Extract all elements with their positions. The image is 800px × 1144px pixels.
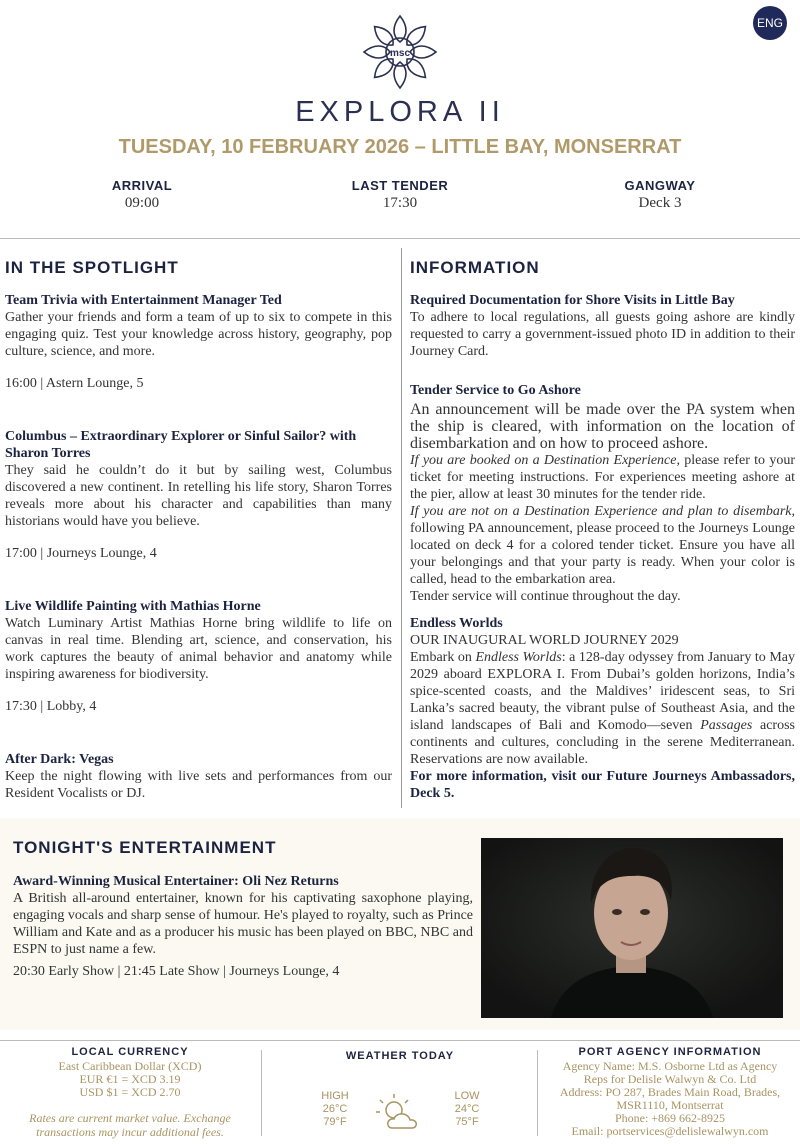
weather-high [310, 1090, 360, 1129]
weather-section [270, 1046, 530, 1144]
high-celsius: 26°C [322, 1103, 348, 1115]
agency-email: Email: portservices@delislewalwyn.com [571, 1124, 769, 1138]
weather-low [442, 1090, 492, 1129]
weather-title: WEATHER TODAY [345, 1050, 455, 1062]
language-badge[interactable]: ENG [753, 6, 787, 40]
last-tender-info [300, 178, 500, 212]
currency-line: East Caribbean Dollar (XCD) [58, 1059, 202, 1073]
tender-booked-italic: If you are booked on a Destination Experience, [410, 453, 680, 468]
agency-line: Agency Name: M.S. Osborne Ltd as Agency [562, 1059, 778, 1073]
agency-title: PORT AGENCY INFORMATION [578, 1046, 762, 1058]
endless-subtitle: OUR INAUGURAL WORLD JOURNEY 2029 [410, 633, 679, 648]
tonight-times: 20:30 Early Show | 21:45 Late Show | Journeys Lounge, 4 [13, 964, 340, 979]
footer-column-divider [537, 1050, 538, 1136]
tender-not-booked-rest: following PA announcement, please proceed to the Journeys Lounge located on deck 4 for a colored tender ticket. Ensure you have all your belongings and that your party is ready. When your color is called, head to the embarkation area. [410, 521, 795, 587]
event-time: 17:30 | Lobby, 4 [5, 699, 97, 714]
endless-title: Endless Worlds [410, 616, 503, 631]
event-description: Watch Luminary Artist Mathias Horne bring wildlife to life on canvas in real time. Blending art, science, and conservation, his work captures the beauty of animal behavior and anatomy while inspiring awareness for biodiversity. [5, 616, 392, 682]
low-label: LOW [454, 1090, 480, 1102]
event-title: Team Trivia with Entertainment Manager Ted [5, 293, 282, 308]
spotlight-event [5, 598, 392, 715]
event-time: 17:00 | Journeys Lounge, 4 [5, 546, 157, 561]
tonight-title: TONIGHT'S ENTERTAINMENT [13, 838, 277, 857]
date-location-heading: TUESDAY, 10 FEBRUARY 2026 – LITTLE BAY, MONSERRAT [118, 136, 682, 158]
header-divider [0, 238, 800, 239]
high-label: HIGH [321, 1090, 349, 1102]
spotlight-event [5, 428, 392, 562]
column-divider [401, 248, 402, 808]
spotlight-title: IN THE SPOTLIGHT [5, 258, 179, 277]
endless-text-1: Embark on [410, 650, 476, 665]
spotlight-event [5, 292, 392, 392]
tender-announcement: An announcement will be made over the PA system when the ship is cleared, with information on the location of disembarkation and on how to proceed ashore. [410, 401, 795, 452]
agency-line: Reps for Delisle Walwyn & Co. Ltd [583, 1072, 757, 1086]
endless-text-2: : a 128-day odyssey from January to May 2029 aboard EXPLORA I. From Dubai’s golden horizons, India’s spice-scented coasts, and the Maldives’ iridescent seas, to Sri Lanka’s sacred beauty, the vibrant pulse of Southeast Asia, and the island landscapes of Bali and Komodo—seven [410, 650, 795, 733]
event-title: Live Wildlife Painting with Mathias Horne [5, 599, 261, 614]
event-description: Keep the night flowing with live sets and performances from our Resident Vocalists or DJ. [5, 769, 392, 801]
information-section [410, 258, 795, 802]
currency-title: LOCAL CURRENCY [71, 1046, 189, 1058]
tender-not-booked-text [410, 503, 795, 588]
currency-section [10, 1046, 250, 1139]
msc-logo [360, 12, 440, 92]
performer-portrait-image [481, 838, 783, 1018]
tonight-event-title: Award-Winning Musical Entertainer: Oli Nez Returns [13, 874, 339, 889]
event-title: Columbus – Extraordinary Explorer or Sinful Sailor? with Sharon Torres [5, 429, 357, 461]
tender-booked-text [410, 452, 795, 503]
docs-title: Required Documentation for Shore Visits in Little Bay [410, 293, 735, 308]
last-tender-label: LAST TENDER [351, 178, 449, 193]
information-title: INFORMATION [410, 258, 540, 277]
tender-booked-rest: please refer to your ticket for meeting instructions. For experiences meeting ashore at the pier, allow at least 30 minutes for the tender ride. [410, 453, 795, 502]
low-celsius: 24°C [454, 1103, 480, 1115]
performer-photo [481, 838, 783, 1018]
gangway-value: Deck 3 [638, 195, 682, 211]
tonight-description: A British all-around entertainer, known for his captivating saxophone playing, engaging vocals and sharp sense of humour. He's played to royalty, such as Prince William and Kate and as a producer his music has been played on BBC, NBC and ESPN to just name a few. [13, 891, 473, 957]
footer-divider [0, 1040, 800, 1041]
arrival-label: ARRIVAL [111, 178, 173, 193]
agency-phone: Phone: +869 662-8925 [614, 1111, 726, 1125]
gangway-label: GANGWAY [624, 178, 696, 193]
event-description: Gather your friends and form a team of up to six to compete in this engaging quiz. Test your knowledge across history, geography, pop culture, science, and more. [5, 310, 392, 359]
tender-closing: Tender service will continue throughout the day. [410, 589, 681, 604]
footer-column-divider [261, 1050, 262, 1136]
event-title: After Dark: Vegas [5, 752, 114, 767]
partly-cloudy-icon [370, 1090, 430, 1140]
agency-line: MSR1110, Montserrat [616, 1098, 724, 1112]
logo-text: msc [389, 48, 411, 59]
endless-text-3: across continents and cultures, concluding in the serene Mediterranean. Reservations are now available. [410, 718, 795, 767]
currency-line: EUR €1 = XCD 3.19 [79, 1072, 181, 1086]
endless-worlds-italic: Endless Worlds [475, 650, 562, 665]
high-fahrenheit: 79°F [323, 1116, 347, 1128]
last-tender-value: 17:30 [382, 195, 418, 211]
event-time: 16:00 | Astern Lounge, 5 [5, 376, 144, 391]
arrival-info [42, 178, 242, 212]
ship-name: EXPLORA II [295, 96, 505, 128]
port-agency-section [545, 1046, 795, 1138]
currency-note: Rates are current market value. Exchange transactions may incur additional fees. [29, 1111, 231, 1139]
gangway-info [560, 178, 760, 212]
currency-line: USD $1 = XCD 2.70 [79, 1085, 181, 1099]
tender-not-booked-italic: If you are not on a Destination Experience and plan to disembark, [410, 504, 795, 519]
docs-description: To adhere to local regulations, all guests going ashore are kindly requested to carry a government-issued photo ID in addition to their Journey Card. [410, 310, 795, 359]
passages-italic: Passages [700, 718, 753, 733]
arrival-value: 09:00 [124, 195, 160, 211]
endless-description [410, 649, 795, 768]
low-fahrenheit: 75°F [455, 1116, 479, 1128]
tender-title: Tender Service to Go Ashore [410, 383, 581, 398]
endless-cta: For more information, visit our Future Journeys Ambassadors, Deck 5. [410, 769, 795, 801]
spotlight-section [5, 258, 392, 834]
agency-line: Address: PO 287, Brades Main Road, Brades, [559, 1085, 781, 1099]
event-description: They said he couldn’t do it but by sailing west, Columbus discovered a new continent. In retelling his life story, Sharon Torres reveals more about his character and capabilities than many historians would have you believe. [5, 463, 392, 529]
